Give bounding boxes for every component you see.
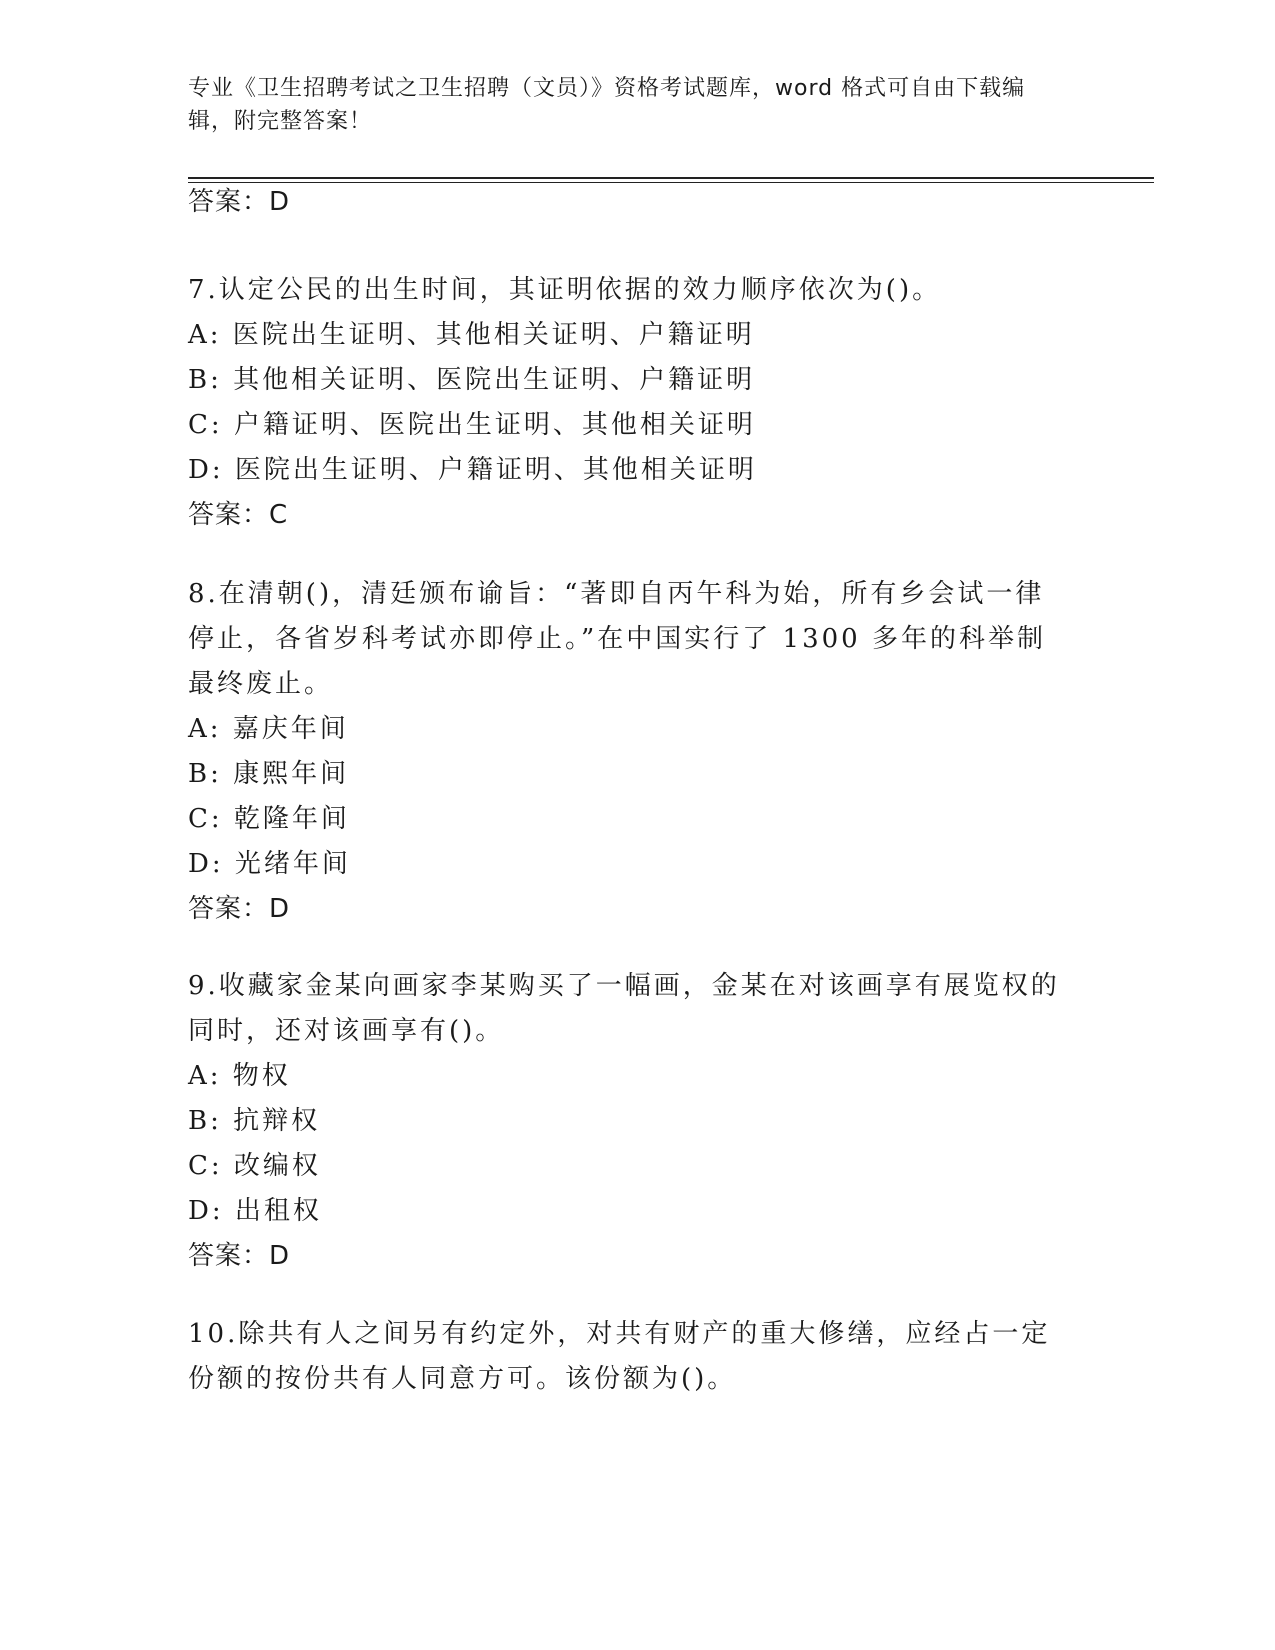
question-stem: 9.收藏家金某向画家李某购买了一幅画，金某在对该画享有展览权的同时，还对该画享有()。	[188, 971, 1060, 1046]
answer-label: 答案：D	[188, 1241, 291, 1271]
question-7	[188, 268, 1088, 538]
question-10	[188, 1312, 1088, 1402]
answer-label: 答案：D	[188, 894, 291, 924]
option-a: A: 医院出生证明、其他相关证明、户籍证明	[188, 320, 755, 350]
option-d: D: 光绪年间	[188, 849, 351, 879]
option-a: A: 物权	[188, 1061, 291, 1091]
option-a: A: 嘉庆年间	[188, 714, 349, 744]
answer-label: 答案：C	[188, 500, 289, 530]
option-d: D: 出租权	[188, 1196, 322, 1226]
option-c: C: 户籍证明、医院出生证明、其他相关证明	[188, 410, 756, 440]
header-divider-thick	[188, 177, 1154, 179]
option-b: B: 康熙年间	[188, 759, 350, 789]
option-b: B: 抗辩权	[188, 1106, 321, 1136]
question-stem: 10.除共有人之间另有约定外，对共有财产的重大修缮，应经占一定份额的按份共有人同意方可。该份额为()。	[188, 1319, 1051, 1394]
answer-label: 答案：D	[188, 187, 291, 217]
option-c: C: 乾隆年间	[188, 804, 350, 834]
previous-answer-block	[188, 180, 1088, 225]
option-d: D: 医院出生证明、户籍证明、其他相关证明	[188, 455, 757, 485]
question-9	[188, 964, 1088, 1279]
option-c: C: 改编权	[188, 1151, 321, 1181]
question-stem: 8.在清朝()，清廷颁布谕旨：“著即自丙午科为始，所有乡会试一律停止，各省岁科考试亦即停止。”在中国实行了 1300 多年的科举制最终废止。	[188, 579, 1046, 699]
question-8	[188, 572, 1088, 932]
document-header: 专业《卫生招聘考试之卫生招聘（文员）》资格考试题库，word 格式可自由下载编辑，附完整答案！	[188, 76, 1026, 134]
question-stem: 7.认定公民的出生时间，其证明依据的效力顺序依次为()。	[188, 275, 942, 305]
option-b: B: 其他相关证明、医院出生证明、户籍证明	[188, 365, 756, 395]
